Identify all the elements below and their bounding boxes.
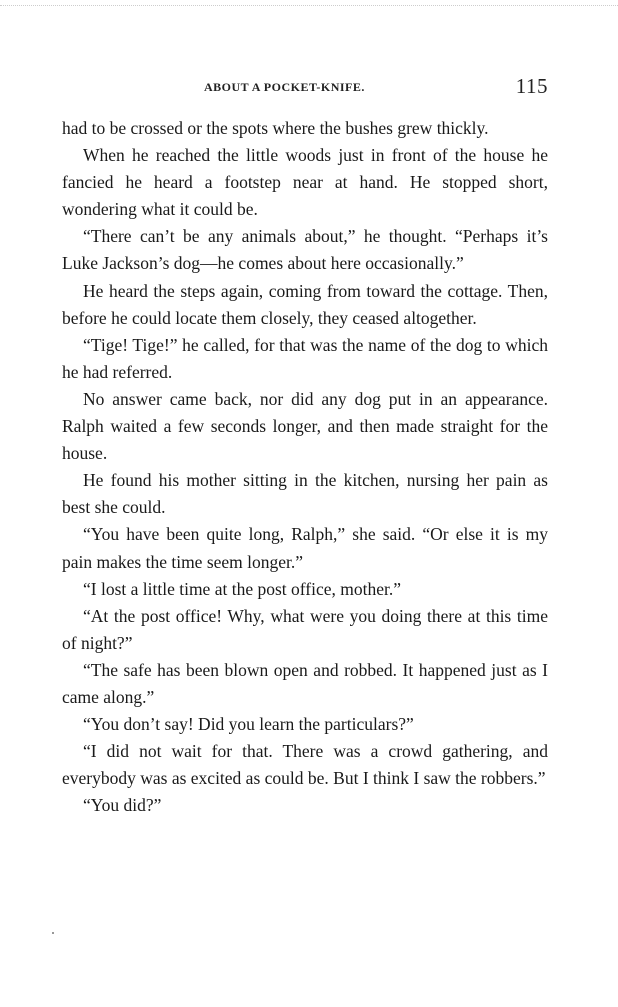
scan-edge-marks [0, 5, 618, 10]
paragraph: “There can’t be any animals about,” he thought. “Perhaps it’s Luke Jackson’s dog—he comes about here occasionally.” [62, 226, 548, 274]
paragraph: No answer came back, nor did any dog put in an appearance. Ralph waited a few seconds longer, and then made straight for the house. [62, 388, 548, 464]
paragraph: had to be crossed or the spots where the bushes grew thickly. [62, 118, 489, 138]
paragraph: “The safe has been blown open and robbed. It happened just as I came along.” [62, 659, 548, 707]
paragraph: He found his mother sitting in the kitchen, nursing her pain as best she could. [62, 470, 548, 518]
paragraph: He heard the steps again, coming from toward the cottage. Then, before he could locate them closely, they ceased altogether. [62, 280, 548, 328]
paragraph: When he reached the little woods just in front of the house he fancied he heard a footstep near at hand. He stopped short, wondering what it could be. [62, 145, 548, 220]
paragraph: “You have been quite long, Ralph,” she said. “Or else it is my pain makes the time seem longer.” [62, 524, 548, 572]
running-title: ABOUT A POCKET-KNIFE. [204, 80, 365, 94]
running-header [62, 74, 548, 100]
paragraph: “I did not wait for that. There was a crowd gathering, and everybody was as excited as could be. But I think I saw the robbers.” [62, 741, 548, 789]
paragraph: “Tige! Tige!” he called, for that was the name of the dog to which he had referred. [62, 334, 548, 382]
paragraph: “You did?” [83, 795, 162, 816]
paragraph: “At the post office! Why, what were you doing there at this time of night?” [62, 605, 548, 653]
scan-speck [52, 932, 54, 934]
paragraph: “You don’t say! Did you learn the particulars?” [83, 714, 414, 735]
body-text [62, 115, 548, 819]
paragraph: “I lost a little time at the post office, mother.” [83, 578, 401, 599]
page-number: 115 [515, 74, 548, 98]
